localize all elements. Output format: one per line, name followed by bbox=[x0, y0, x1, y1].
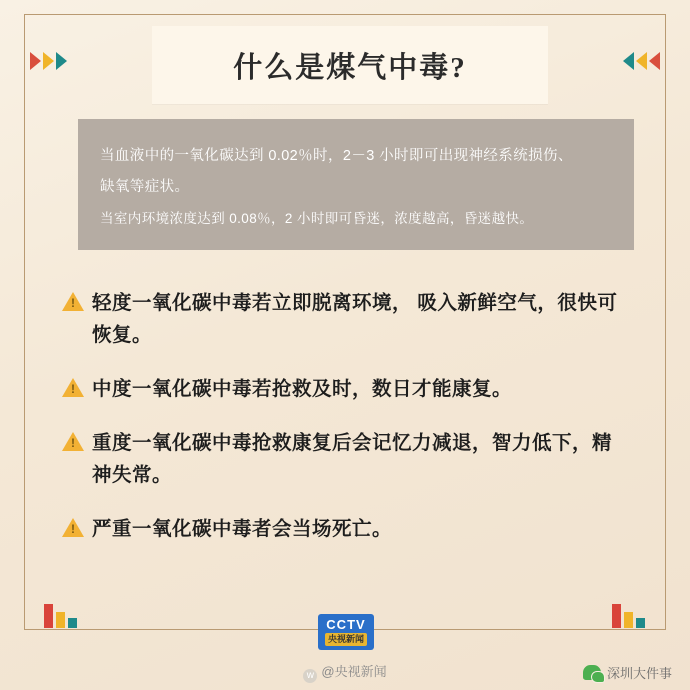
warning-icon: ! bbox=[62, 518, 84, 538]
weibo-icon: w bbox=[303, 669, 317, 683]
left-arrow-decoration bbox=[30, 52, 67, 70]
arrow-right-icon bbox=[30, 52, 41, 70]
arrow-left-icon bbox=[649, 52, 660, 70]
bullet-list bbox=[62, 288, 622, 568]
list-item bbox=[62, 288, 622, 352]
wechat-account-label: 深圳大件事 bbox=[606, 665, 672, 681]
warning-icon: ! bbox=[62, 292, 84, 312]
list-item-label: 轻度一氧化碳中毒若立即脱离环境， 吸入新鲜空气，很快可恢复。 bbox=[92, 293, 618, 346]
cctv-badge-bottom: 央视新闻 bbox=[325, 633, 367, 646]
corner-logo-left bbox=[44, 602, 78, 628]
info-box bbox=[78, 119, 634, 250]
arrow-right-icon bbox=[56, 52, 67, 70]
wechat-icon bbox=[583, 665, 601, 680]
wechat-account bbox=[583, 663, 672, 682]
list-item-label: 严重一氧化碳中毒者会当场死亡。 bbox=[92, 519, 393, 540]
cctv-badge bbox=[318, 614, 374, 650]
cctv-badge-top: CCTV bbox=[326, 617, 366, 632]
info-line: 当血液中的一氧化碳达到 0.02％时，2－3 小时即可出现神经系统损伤、 bbox=[100, 148, 573, 164]
arrow-left-icon bbox=[623, 52, 634, 70]
list-item bbox=[62, 374, 622, 406]
list-item bbox=[62, 514, 622, 546]
arrow-right-icon bbox=[43, 52, 54, 70]
footer-bar bbox=[0, 654, 690, 690]
list-item-label: 中度一氧化碳中毒若抢救及时，数日才能康复。 bbox=[92, 379, 513, 400]
corner-logo-right bbox=[612, 602, 646, 628]
page-title: 什么是煤气中毒? bbox=[233, 51, 467, 84]
weibo-handle-label: @央视新闻 bbox=[321, 664, 387, 679]
arrow-left-icon bbox=[636, 52, 647, 70]
warning-icon: ! bbox=[62, 378, 84, 398]
list-item-label: 重度一氧化碳中毒抢救康复后会记忆力减退，智力低下，精神失常。 bbox=[92, 433, 613, 486]
title-plaque bbox=[152, 26, 548, 104]
info-line: 当室内环境浓度达到 0.08％，2 小时即可昏迷，浓度越高，昏迷越快。 bbox=[100, 211, 534, 226]
list-item bbox=[62, 428, 622, 492]
right-arrow-decoration bbox=[623, 52, 660, 70]
warning-icon: ! bbox=[62, 432, 84, 452]
info-line: 缺氧等症状。 bbox=[100, 179, 190, 195]
